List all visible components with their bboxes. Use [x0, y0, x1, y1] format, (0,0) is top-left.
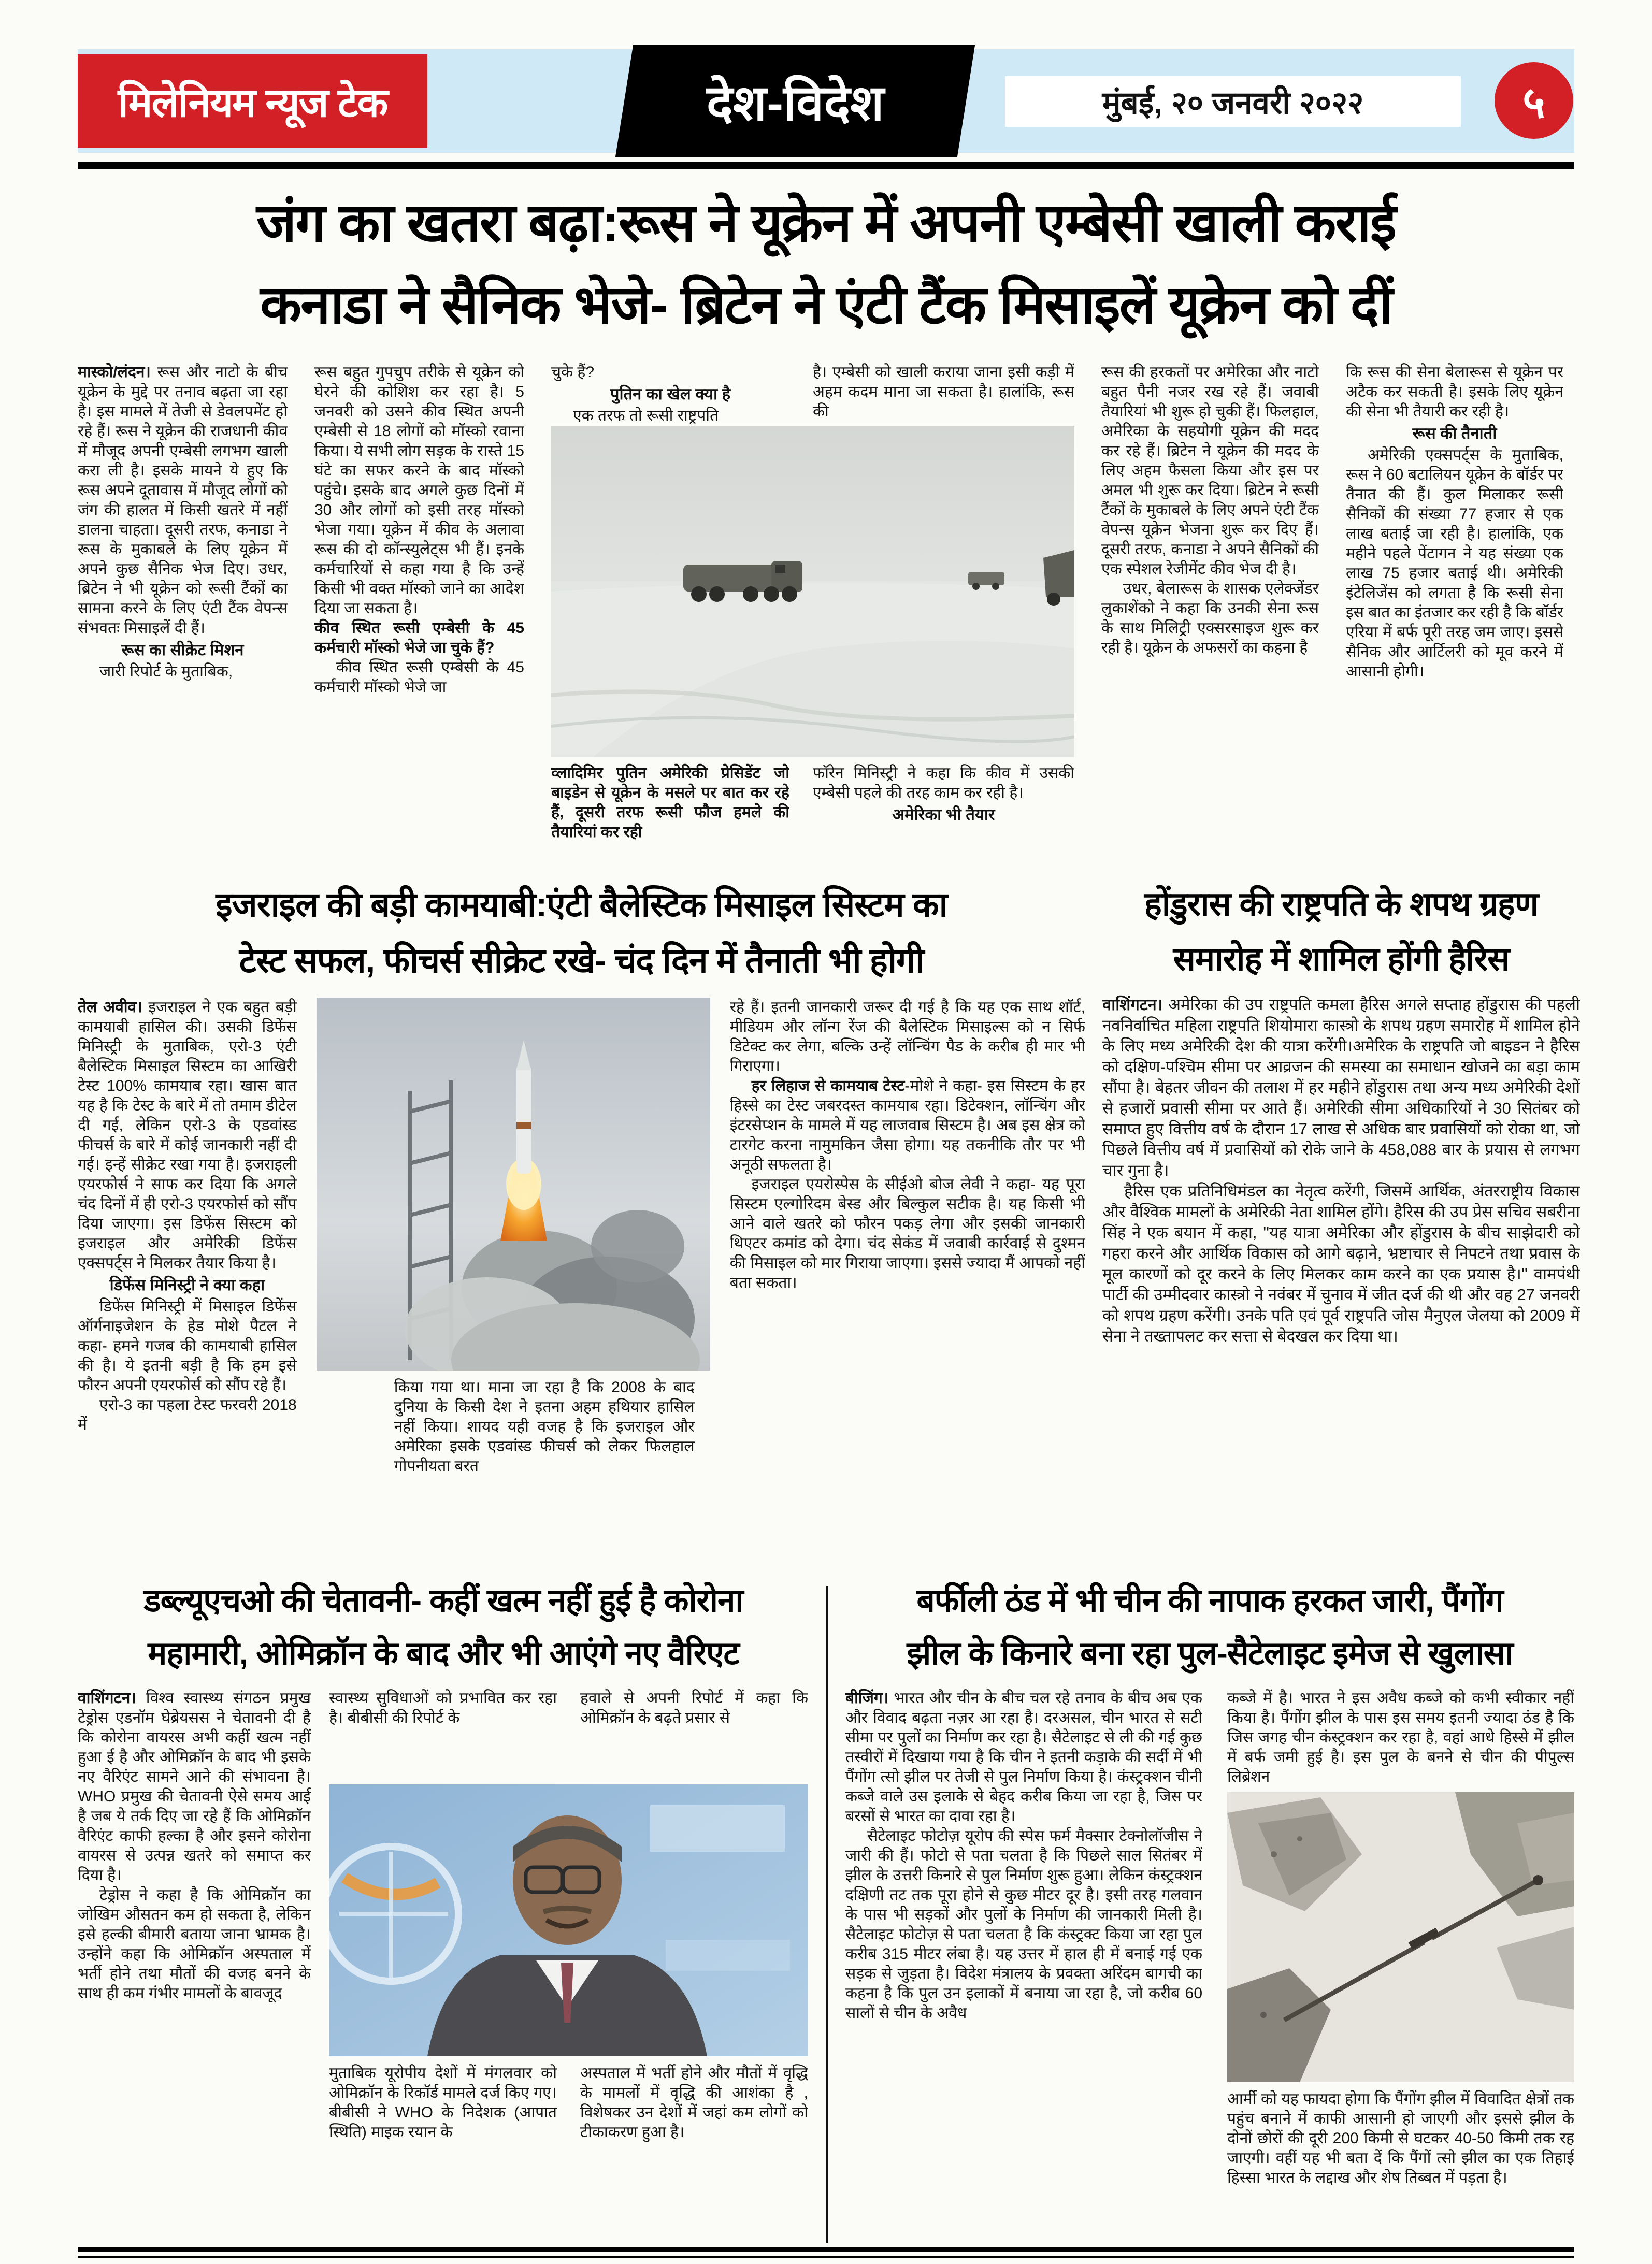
lead-mid-bottom-right-text: फॉरेन मिनिस्ट्री ने कहा कि कीव में उसकी एम्बेसी पहले की तरह काम कर रही है। [813, 765, 1074, 801]
lead-col1-text: रूस और नाटो के बीच यूक्रेन के मुद्दे पर तनाव बढ़ता जा रहा है। इस मामले में तेजी से डेवलपमेंट हो रहे हैं। रूस ने यूक्रेन की राजधानी कीव में मौजूद अपनी एम्बेसी लगभग खाली करा ली है। इसके मायने ये हुए कि रूस अपने दूतावास में मौजूद लोगों को जंग की हालत में किसी खतरे में नहीं डालना चाहता। दूसरी तरफ, कनाडा ने रूस के मुकाबले के लिए यूक्रेन में अपने कुछ सैनिक भेज दिए। उधर, ब्रिटेन ने भी यूक्रेन को रूसी टैंकों का सामना करने के लिए एंटी टैंक वेपन्स संभवतः मिसाइलें दी हैं। [78, 364, 288, 637]
page-bottom-rule [78, 2247, 1574, 2252]
israel-headline [78, 876, 1085, 988]
israel-colB-text-body: किया गया था। माना जा रहा है कि 2008 के बाद दुनिया के किसी देश ने इतना अहम हथियार हासिल नहीं किया। शायद यही वजह है कि इजराइल और अमेरिका इसके एडवांस्ड फीचर्स को लेकर फिलहाल गोपनीयता बरत [394, 1379, 695, 1475]
lead-headline [78, 182, 1574, 346]
china-body [845, 1689, 1574, 2238]
who-col3-top-text: हवाले से अपनी रिपोर्ट में कहा कि ओमिक्रॉन के बढ़ते प्रसार से [580, 1690, 808, 1726]
page-number-badge [1495, 62, 1573, 139]
rocket-photo [317, 998, 710, 1371]
lead-mid-top-right [813, 363, 1074, 426]
lead-col6-text: कि रूस की सेना बेलारूस से यूक्रेन पर अटैक कर सकती है। इसके लिए यूक्रेन की सेना भी तैयारी कर रही है। [1346, 364, 1563, 420]
honduras-para1: अमेरिका की उप राष्ट्रपति कमला हैरिस अगले सप्ताह होंडुरास की पहली नवनिर्वाचित महिला राष्ट्रपति शियोमारा कास्त्रो के शपथ ग्रहण समारोह में शामिल होने के लिए मध्य अमेरिकी देश की यात्रा करेंगी।अमेरिक के राष्ट्रपति जो बाइडन ने हैरिस को दक्षिण-पश्चिम सीमा पर आव्रजन की समस्या का समाधान खोजने का बड़ा काम सौंपा है। बेहतर जीवन की तलाश में हर महीने होंडुरास तथा अन्य मध्य अमेरिकी देशों से हजारों प्रवासी सीमा पर आते हैं। अमेरिकी सीमा अधिकारियों ने 30 सितंबर को समाप्त हुए वित्तीय वर्ष के दौरान 17 लाख से अधिक बार प्रवासियों को रोका था, जो पिछले वित्तीय वर्ष में प्रवासियों को रोके जाने के 458,088 बार के प्रयास से लगभग चार गुना है। [1102, 996, 1580, 1179]
who-col1-text: विश्व स्वास्थ्य संगठन प्रमुख टेड्रोस एडनॉम घेब्रेयसस ने चेतावनी दी है कि कोरोना वायरस अभी कहीं खत्म नहीं हुआ ई है और ओमिक्रॉन के बाद भी इसके नए वैरिएंट सामने आने की संभावना है। WHO प्रमुख की चेतावनी ऐसे समय आई है जब ये तर्क दिए जा रहे हैं कि ओमिक्रॉन वैरिएंट काफी हल्का है और इसने कोरोना वायरस से उत्पन्न खतरे को समाप्त कर दिया है। [78, 1690, 311, 1884]
israel-article [78, 876, 1085, 1554]
who-headline [78, 1575, 809, 1680]
china-colB-bottom-text: आर्मी को यह फायदा होगा कि पैंगोंग झील में विवादित क्षेत्रों तक पहुंच बनाने में काफी आसानी हो जाएगी और इससे झील के दोनों छोरों की दूरी 200 किमी से घटकर 40-50 किमी तक रह जाएगी। वहीं यह भी बता दें कि पैंगों त्सो झील का एक तिहाई हिस्सा भारत के लद्दाख और शेष तिब्बत में पड़ता है। [1227, 2090, 1574, 2186]
honduras-headline [1102, 876, 1580, 986]
lead-middle-block [551, 363, 1074, 868]
israel-dateline: तेल अवीव। [78, 999, 142, 1016]
lead-mid-subhead: पुतिन का खेल क्या है [610, 385, 731, 403]
china-headline-line2: झील के किनारे बना रहा पुल-सैटेलाइट इमेज से खुलासा [907, 1636, 1513, 1671]
who-middle-block [329, 1689, 808, 2238]
brand-box [78, 54, 427, 148]
lead-col6 [1346, 363, 1563, 868]
lead-dateline: मास्को/लंदन। [78, 364, 151, 381]
china-headline [845, 1575, 1574, 1680]
israel-colC [730, 998, 1085, 1554]
convoy-photo [551, 426, 1074, 757]
israel-colC-text1: रहे हैं। इतनी जानकारी जरूर दी गई है कि यह एक साथ शॉर्ट, मीडियम और लॉन्ग रेंज की बैलेस्टिक मिसाइल्स को न सिर्फ डिटेक्ट कर लेगा, बल्कि उन्हें लॉन्चिंग पैड के करीब ही मार भी गिराएगा। [729, 999, 1085, 1075]
israel-colC-runin: हर लिहाज से कामयाब टेस्ट [751, 1077, 905, 1094]
lead-mid-bottom-right [813, 763, 1074, 842]
lead-col6-subhead: रूस की तैनाती [1412, 424, 1497, 442]
israel-colA-text: इजराइल ने एक बहुत बड़ी कामयाबी हासिल की। उसकी डिफेंस मिनिस्ट्री के मुताबिक, एरो-3 एंटी बैलेस्टिक मिसाइल सिस्टम का आखिरी टेस्ट 100% कामयाब रहा। खास बात यह है कि टेस्ट के बारे में तो तमाम डीटेल दी गई, लेकिन एरो-3 के एडवांस्ड फीचर्स के बारे में कोई जानकारी नहीं दी गई। इन्हें सीक्रेट रखा गया है। इजराइली एयरफोर्स ने साफ कर दिया कि अगले चंद दिनों में ही एरो-3 एयरफोर्स को सौंप दिया जाएगा। इस डिफेंस सिस्टम को इजराइल और अमेरिकी डिफेंस एक्सपर्ट्स ने मिलकर तैयार किया है। [78, 999, 297, 1272]
lead-article-body [78, 363, 1574, 868]
who-headline-line2: महामारी, ओमिक्रॉन के बाद और भी आएंगे नए वैरिएट [148, 1636, 739, 1671]
lead-photo-caption [551, 763, 789, 842]
who-col2-top-text: स्वास्थ्य सुविधाओं को प्रभावित कर रहा है। बीबीसी की रिपोर्ट के [329, 1690, 557, 1726]
china-headline-line1: बर्फीली ठंड में भी चीन की नापाक हरकत जारी, पैंगोंग [916, 1583, 1503, 1619]
who-col3-bottom [580, 2064, 808, 2142]
china-colA-text: भारत और चीन के बीच चल रहे तनाव के बीच अब एक और विवाद बढ़ता नज़र आ रहा है। दरअसल, चीन भारत से सटी सीमा पर पुलों का निर्माण कर रहा है। सैटेलाइट से ली की गई कुछ तस्वीरों में दिखाया गया है कि चीन ने इतनी कड़ाके की सर्दी में भी पैंगोंग त्सो झील पर तेजी से पुल निर्माण किया है। कंस्ट्रक्शन चीनी कब्जे वाले उस इलाके से बेहद करीब किया जा रहा है, जिस पर बरसों से भारत का दावा रहा है। [845, 1690, 1202, 1825]
honduras-headline-line1: होंडुरास की राष्ट्रपति के शपथ ग्रहण [1144, 885, 1539, 922]
lead-headline-line2: कनाडा ने सैनिक भेजे- ब्रिटेन ने एंटी टैंक मिसाइलें यूक्रेन को दीं [260, 275, 1392, 335]
china-colB-bottom [1227, 2089, 1574, 2188]
lead-mid-right-top: है। एम्बेसी को खाली कराया जाना इसी कड़ी में अहम कदम माना जा सकता है। हालांकि, रूस की [813, 364, 1074, 420]
israel-colC-text3: इजराइल एयरोस्पेस के सीईओ बोज लेवी ने कहा- यह पूरा सिस्टम एल्गोरिदम बेस्ड और बिल्कुल सटीक है। यह किसी भी आने वाले खतरे को फौरन पकड़ लेगा और इसकी जानकारी थिएटर कमांड को देगा। चंद सेकंड में जवाबी कार्रवाई से दुश्मन की मिसाइल को मार गिराया जाएगा। इससे ज्यादा मैं आपको नहीं बता सकता। [729, 1176, 1085, 1291]
lead-middle-bottom [551, 763, 1074, 842]
lead-mid-carry: चुके हैं? [551, 364, 595, 381]
lead-col2-text2: कीव स्थित रूसी एम्बेसी के 45 कर्मचारी मॉस्को भेजे जा [314, 659, 524, 696]
who-col3-top [580, 1689, 808, 1784]
section-title: देश-विदेश [706, 75, 884, 131]
china-colB-top [1227, 1689, 1574, 1787]
who-body [78, 1689, 809, 2238]
china-colA [845, 1689, 1202, 2238]
honduras-para2: हैरिस एक प्रतिनिधिमंडल का नेतृत्व करेंगी, जिसमें आर्थिक, अंतरराष्ट्रीय विकास और वैश्विक मामलों के अमेरिकी नेता शामिल होंगे। हैरिस की उप प्रेस सचिव सबरीना सिंह ने एक बयान में कहा, ''यह यात्रा अमेरिका और होंडुरास के बीच साझेदारी को गहरा करने और आर्थिक विकास को आगे बढ़ाने, भ्रष्टाचार से निपटने तथा प्रवास के मूल कारणों को दूर करने के लिए मिलकर काम करने का एक प्रयास है।'' वामपंथी पार्टी की उम्मीदवार कास्त्रो ने नवंबर में चुनाव में जीत दर्ज की थी और वह 27 जनवरी को शपथ ग्रहण करेंगी। उनके पति एवं पूर्व राष्ट्रपति जोस मैनुएल जेलया को 2009 में सेना ने तख्तापलट कर सत्ता से बेदखल कर दिया था। [1102, 1182, 1580, 1345]
who-headline-line1: डब्ल्यूएचओ की चेतावनी- कहीं खत्म नहीं हुई है कोरोना [143, 1583, 743, 1619]
israel-colB-text [394, 1378, 695, 1476]
masthead-rule [78, 162, 1574, 169]
lead-col5-text2: उधर, बेलारूस के शासक एलेक्जेंडर लुकाशेंको ने कहा कि उनकी सेना रूस के साथ मिलिट्री एक्सरसाइज शुरू कर रही है। यूक्रेन के अफसरों का कहना है [1101, 580, 1319, 656]
lead-mid-bottom-right-subhead: अमेरिका भी तैयार [892, 805, 995, 824]
israel-colA-text3: एरो-3 का पहला टेस्ट फरवरी 2018 में [78, 1396, 297, 1433]
section-vertical-divider [826, 1586, 828, 2243]
china-article [845, 1575, 1574, 2238]
who-bottom-row [329, 2064, 808, 2142]
who-col3-bottom-text: अस्पताल में भर्ती होने और मौतों में वृद्धि के मामलों में वृद्धि की आशंका है , विशेषकर उन देशों में जहां कम लोगों को टीकाकरण हुआ है। [580, 2065, 808, 2141]
tedros-photo [329, 1784, 808, 2056]
lead-col1-subhead: रूस का सीक्रेट मिशन [121, 641, 244, 659]
israel-body [78, 998, 1085, 1554]
israel-headline-line1: इजराइल की बड़ी कामयाबी:एंटी बैलेस्टिक मिसाइल सिस्टम का [216, 885, 947, 924]
lead-mid-top-left [551, 363, 789, 426]
china-colB [1227, 1689, 1574, 2238]
honduras-headline-line2: समारोह में शामिल होंगी हैरिस [1173, 940, 1510, 977]
lead-col1 [78, 363, 288, 868]
date-place: मुंबई, २० जनवरी २०२२ [1102, 85, 1364, 120]
lead-col5 [1101, 363, 1319, 868]
who-col2-top [329, 1689, 557, 1784]
lead-middle-top [551, 363, 1074, 426]
honduras-article [1102, 876, 1580, 1549]
who-top-row [329, 1689, 808, 1784]
brand-title: मिलेनियम न्यूज टेक [118, 80, 387, 125]
israel-headline-line2: टेस्ट सफल, फीचर्स सीक्रेट रखे- चंद दिन में तैनाती भी होगी [239, 941, 924, 979]
honduras-dateline: वाशिंगटन। [1102, 996, 1163, 1014]
china-dateline: बीजिंग। [845, 1690, 889, 1707]
who-dateline: वाशिंगटन। [78, 1690, 136, 1707]
lead-caption-text: व्लादिमिर पुतिन अमेरिकी प्रेसिडेंट जो बाइडेन से यूक्रेन के मसले पर बात कर रहे हैं, दूसरी तरफ रूसी फौज हमले की तैयारियां कर रही [551, 765, 789, 841]
israel-colB [317, 998, 710, 1554]
china-colA-text2: सैटेलाइट फोटोज़ यूरोप की स्पेस फर्म मैक्सार टेक्नोलॉजीस ने जारी की हैं। फोटो से पता चलता है कि पिछले साल सितंबर में झील के उत्तरी किनारे से पुल निर्माण शुरू हुआ। लेकिन कंस्ट्रक्शन दक्षिणी तट तक पूरा होने से कुछ मीटर दूर है। इसी तरह गलवान के पास भी सड़कों और पुलों के निर्माण की जानकारी मिली है। सैटेलाइट फोटोज़ से पता चलता है कि कंस्ट्रक्ट किया जा रहा पुल करीब 315 मीटर लंबा है। यह उत्तर में हाल ही में बनाई गई एक सड़क से जुड़ता है। विदेश मंत्रालय के प्रवक्ता अरिंदम बागची का कहना है कि पुल उन इलाकों में बनाया जा रहा है, जो करीब 60 सालों से चीन के अवैध [845, 1827, 1202, 2022]
lead-col2-text: रूस बहुत गुपचुप तरीके से यूक्रेन को घेरने की कोशिश कर रहा है। 5 जनवरी को उसने कीव स्थित अपनी एम्बेसी से 18 लोगों को मॉस्को रवाना किया। ये सभी लोग सड़क के रास्ते 15 घंटे का सफर करने के बाद मॉस्को पहुंचे। इसके बाद अगले कुछ दिनों में 30 और लोगों को इसी तरह मॉस्को भेजा गया। यूक्रेन में कीव के अलावा रूस की दो कॉन्स्युलेट्स भी हैं। इनके कर्मचारियों से कहा गया है कि उन्हें किसी भी वक्त मॉस्को जाने का आदेश दिया जा सकता है। [314, 364, 524, 617]
lead-col2-subhead: कीव स्थित रूसी एम्बेसी के 45 कर्मचारी मॉस्को भेजे जा चुके हैं? [314, 619, 524, 656]
who-col2-bottom [329, 2064, 557, 2142]
who-col1 [78, 1689, 311, 2238]
lead-mid-left-line: एक तरफ तो रूसी राष्ट्रपति [573, 407, 719, 424]
section-box [615, 45, 975, 157]
who-col1-text2: टेड्रोस ने कहा है कि ओमिक्रॉन का जोखिम औसतन कम हो सकता है, लेकिन इसे हल्की बीमारी बताया जाना भ्रामक है। उन्होंने कहा कि ओमिक्रॉन अस्पताल में भर्ती होने तथा मौतों की वजह बनने के साथ ही कम गंभीर मामलों के बावजूद [78, 1886, 311, 2002]
israel-colA-text2: डिफेंस मिनिस्ट्री में मिसाइल डिफेंस ऑर्गनाइजेशन के हेड मोशे पैटल ने कहा- हमने गजब की कामयाबी हासिल की है। ये इतनी बड़ी है कि हम इसे फौरन अपनी एयरफोर्स को सौंप रहे हैं। [78, 1298, 297, 1394]
lead-col5-text: रूस की हरकतों पर अमेरिका और नाटो बहुत पैनी नजर रख रहे हैं। जवाबी तैयारियां भी शुरू हो चुकी हैं। फिलहाल, अमेरिका के सहयोगी यूक्रेन की मदद कर रहे हैं। ब्रिटेन ने यूक्रेन की मदद के लिए अहम फैसला किया और इस पर अमल भी शुरू कर दिया। ब्रिटेन ने रूसी टैंकों के मुकाबले के लिए अपने एंटी टैंक वेपन्स यूक्रेन भेजना शुरू कर दिए हैं। दूसरी तरफ, कनाडा ने अपने सैनिकों की एक स्पेशल रेजीमेंट कीव भेज दी है। [1101, 364, 1319, 578]
masthead [78, 49, 1574, 153]
lead-col1-text2: जारी रिपोर्ट के मुताबिक, [99, 663, 233, 680]
lead-col6-text2: अमेरिकी एक्सपर्ट्स के मुताबिक, रूस ने 60 बटालियन यूक्रेन के बॉर्डर पर तैनात की हैं। कुल मिलाकर रूसी सैनिकों की संख्या 77 हजार से एक लाख बताई जा रही है। हालांकि, एक महीने पहले पेंटागन ने यह संख्या एक लाख 75 हजार बताई थी। अमेरिकी इंटेलिजेंस को लगता है कि रूसी सेना इस बात का इंतजार कर रही है कि बॉर्डर एरिया में बर्फ पूरी तरह जम जाए। इससे सैनिक और आर्टिलरी को मूव करने में आसानी होगी। [1346, 446, 1563, 680]
israel-colA-subhead: डिफेंस मिनिस्ट्री ने क्या कहा [109, 1276, 265, 1294]
china-colB-top-text: कब्जे में है। भारत ने इस अवैध कब्जे को कभी स्वीकार नहीं किया है। पैंगोंग झील के पास इस समय इतनी ज्यादा ठंड है कि जिस जगह चीन कंस्ट्रक्शन कर रहा है, वहां आधे हिस्से में झील में बर्फ जमी हुई है। इस पुल के बनने से चीन की पीपुल्स लिब्रेशन [1227, 1690, 1574, 1785]
page-bottom-rule-thin [78, 2256, 1574, 2258]
who-article [78, 1575, 809, 2238]
lead-col2 [314, 363, 524, 868]
lead-headline-line1: जंग का खतरा बढ़ा:रूस ने यूक्रेन में अपनी एम्बेसी खाली कराई [256, 193, 1396, 253]
date-box [1005, 76, 1461, 127]
satellite-photo [1227, 1792, 1574, 2082]
honduras-body [1102, 994, 1580, 1549]
who-col2-bottom-text: मुताबिक यूरोपीय देशों में मंगलवार को ओमिक्रॉन के रिकॉर्ड मामले दर्ज किए गए। बीबीसी ने WHO के निदेशक (आपात स्थिति) माइक रयान के [329, 2065, 557, 2141]
page-number: ५ [1522, 78, 1545, 127]
israel-colA [78, 998, 297, 1554]
israel-colC-text2: -मोशे ने कहा- इस सिस्टम के हर हिस्से का टेस्ट जबरदस्त कामयाब रहा। डिटेक्शन, लॉन्चिंग और इंटरसेप्शन के मामले में यह लाजवाब सिस्टम है। अब इस क्षेत्र को टारगेट करना नामुमकिन जैसा होगा। यह तकनीकि तौर पर भी अनूठी सफलता है। [729, 1077, 1085, 1173]
